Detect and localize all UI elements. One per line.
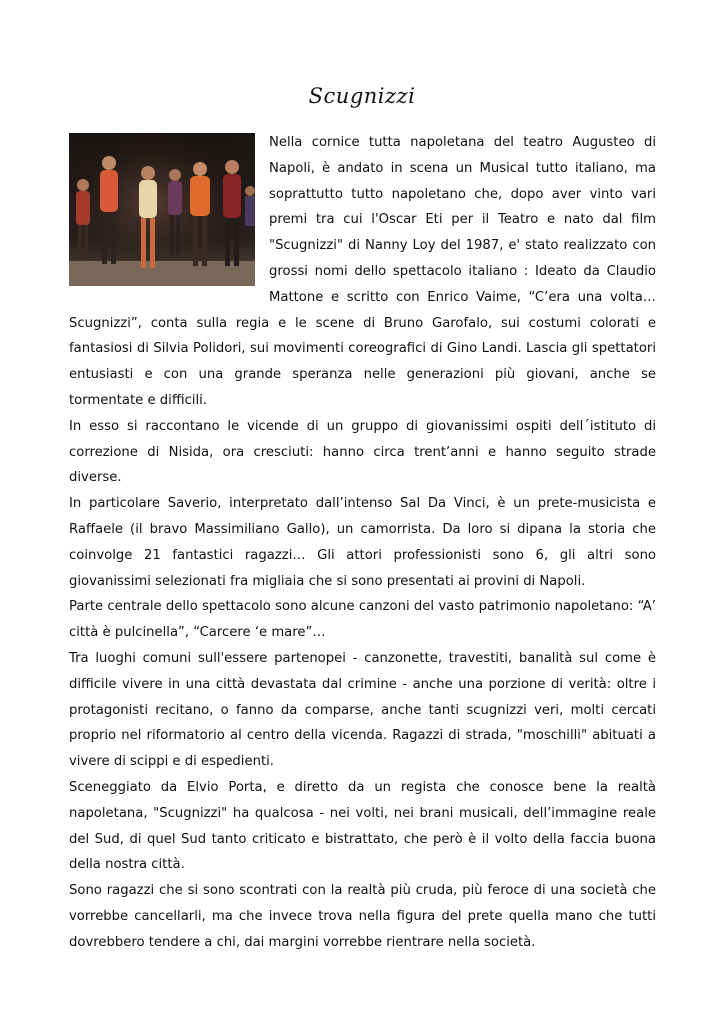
paragraph: Sceneggiato da Elvio Porta, e diretto da un regista che conosce bene la realtà napoletana, "Scugnizzi" ha qualcosa - nei volti, nei brani musicali, dell’immagine reale del Sud, di quel Sud tanto criticato e bistrattato, che però è il volto della faccia buona della nostra città.	[69, 779, 656, 873]
lead-paragraph: Nella cornice tutta napoletana del teatro Augusteo di Napoli, è andato in scena un Musical tutto italiano, ma soprattutto tutto napoletano che, dopo aver vinto vari premi tra cui l'Oscar Eti per il Teatro e nato dal film "Scugnizzi" di Nanny Loy del 1987, e' stato realizzato con grossi nomi dello spettacolo italiano : Ideato da Claudio Mattone e scritto con Enrico Vaime, “C’era una volta… Scugnizzi”, conta sulla regia e le scene di Bruno Garofalo, sui costumi colorati e fantasiosi di Silvia Polidori, sui movimenti coreografici di Gino Landi. Lascia gli spettatori entusiasti e con una grande speranza nelle generazioni più giovani, anche se tormentate e difficili.	[69, 135, 656, 408]
stage-photo	[69, 133, 255, 286]
paragraph: In particolare Saverio, interpretato dall’intenso Sal Da Vinci, è un prete-musicista e Raffaele (il bravo Massimiliano Gallo), un camorrista. Da loro si dipana la storia che coinvolge 21 fantastici ragazzi… Gli attori professionisti sono 6, gli altri sono giovanissimi selezionati fra migliaia che si sono presentati ai provini di Napoli.	[69, 496, 656, 589]
document-title: Scugnizzi	[308, 84, 416, 108]
paragraph: In esso si raccontano le vicende di un gruppo di giovanissimi ospiti dell´istituto di correzione di Nisida, ora cresciuti: hanno circa trent’anni e hanno seguito strade diverse.	[69, 418, 656, 486]
paragraph: Sono ragazzi che si sono scontrati con la realtà più cruda, più feroce di una società che vorrebbe cancellarli, ma che invece trova nella figura del prete quella mano che tutti dovrebbero tendere a chi, dai margini vorrebbe rientrare nella società.	[69, 883, 656, 950]
paragraph: Parte centrale dello spettacolo sono alcune canzoni del vasto patrimonio napoletano: “A’ città è pulcinella”, “Carcere ‘e mare”…	[69, 599, 656, 641]
article-body	[69, 130, 656, 956]
paragraph: Tra luoghi comuni sull'essere partenopei - canzonette, travestiti, banalità sul come è difficile vivere in una città devastata dal crimine - anche una porzione di verità: oltre i protagonisti recitano, o fanno da comparse, anche tanti scugnizzi veri, molti cercati proprio nel riformatorio al centro della vicenda. Ragazzi di strada, "moschilli" abituati a vivere di scippi e di espedienti.	[69, 650, 656, 770]
